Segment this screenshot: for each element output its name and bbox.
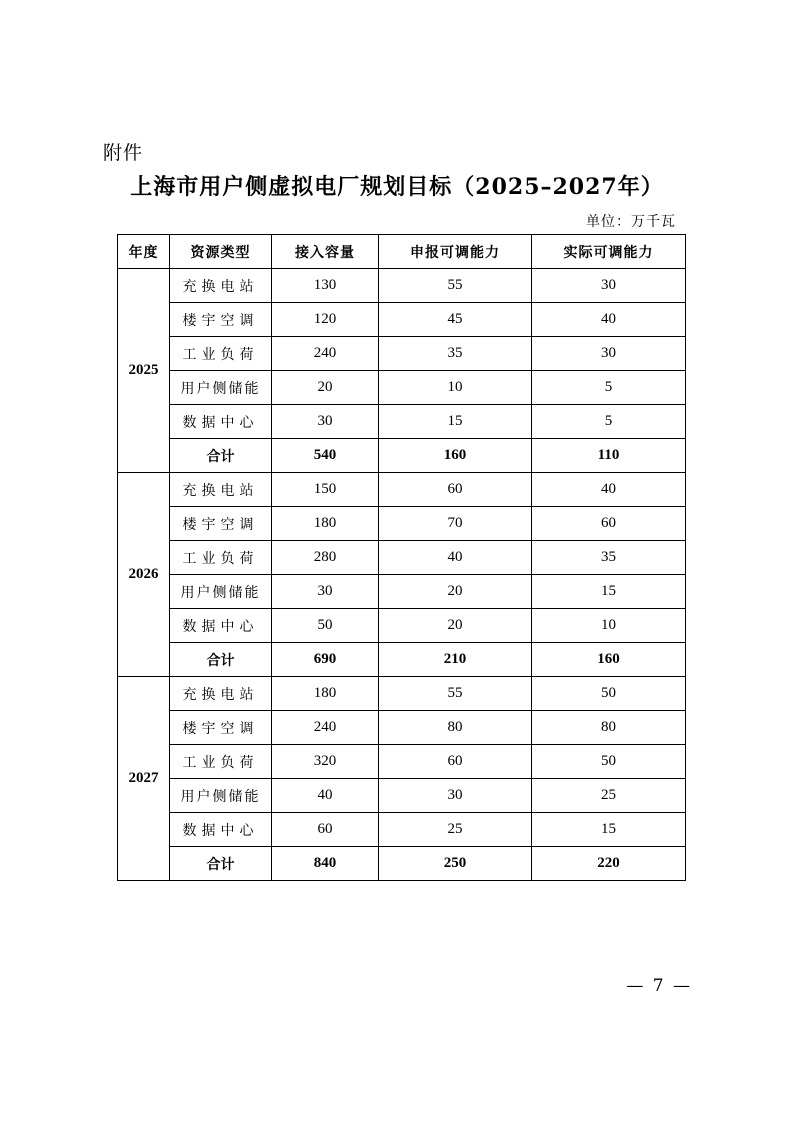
declared-cell: 20 — [379, 575, 532, 609]
actual-cell: 50 — [532, 745, 686, 779]
table-row — [118, 575, 686, 609]
declared-cell: 15 — [379, 405, 532, 439]
table-row — [118, 541, 686, 575]
resource-type-cell: 楼宇空调 — [170, 711, 272, 745]
declared-cell: 40 — [379, 541, 532, 575]
actual-cell: 40 — [532, 303, 686, 337]
document-title: 上海市用户侧虚拟电厂规划目标（2025–2027年） — [130, 174, 664, 200]
column-header-declared: 申报可调能力 — [379, 235, 532, 269]
resource-type-cell: 工业负荷 — [170, 745, 272, 779]
capacity-cell: 180 — [272, 677, 379, 711]
table-row — [118, 371, 686, 405]
capacity-cell: 150 — [272, 473, 379, 507]
actual-cell: 5 — [532, 371, 686, 405]
table-row — [118, 507, 686, 541]
declared-cell: 80 — [379, 711, 532, 745]
total-label-cell: 合计 — [170, 643, 272, 677]
capacity-cell: 240 — [272, 337, 379, 371]
declared-cell: 10 — [379, 371, 532, 405]
capacity-cell: 280 — [272, 541, 379, 575]
resource-type-cell: 楼宇空调 — [170, 303, 272, 337]
actual-cell: 15 — [532, 813, 686, 847]
actual-cell: 25 — [532, 779, 686, 813]
resource-type-cell: 充换电站 — [170, 269, 272, 303]
table-header-row — [118, 235, 686, 269]
table-row — [118, 269, 686, 303]
column-header-year: 年度 — [118, 235, 170, 269]
declared-cell: 20 — [379, 609, 532, 643]
resource-type-cell: 工业负荷 — [170, 337, 272, 371]
table-row — [118, 337, 686, 371]
actual-cell: 60 — [532, 507, 686, 541]
column-header-resource-type: 资源类型 — [170, 235, 272, 269]
capacity-cell: 50 — [272, 609, 379, 643]
total-declared-cell: 250 — [379, 847, 532, 881]
year-cell: 2027 — [118, 677, 170, 881]
resource-type-cell: 楼宇空调 — [170, 507, 272, 541]
resource-type-cell: 数据中心 — [170, 813, 272, 847]
year-cell: 2026 — [118, 473, 170, 677]
capacity-cell: 240 — [272, 711, 379, 745]
actual-cell: 5 — [532, 405, 686, 439]
capacity-cell: 60 — [272, 813, 379, 847]
declared-cell: 60 — [379, 473, 532, 507]
table-row — [118, 473, 686, 507]
column-header-capacity: 接入容量 — [272, 235, 379, 269]
actual-cell: 30 — [532, 269, 686, 303]
table-row — [118, 779, 686, 813]
total-actual-cell: 160 — [532, 643, 686, 677]
actual-cell: 35 — [532, 541, 686, 575]
table-row — [118, 303, 686, 337]
resource-type-cell: 用户侧储能 — [170, 575, 272, 609]
capacity-cell: 320 — [272, 745, 379, 779]
total-declared-cell: 160 — [379, 439, 532, 473]
declared-cell: 55 — [379, 269, 532, 303]
attachment-label: 附件 — [103, 142, 144, 164]
declared-cell: 55 — [379, 677, 532, 711]
actual-cell: 10 — [532, 609, 686, 643]
actual-cell: 40 — [532, 473, 686, 507]
table-row — [118, 745, 686, 779]
resource-type-cell: 用户侧储能 — [170, 779, 272, 813]
declared-cell: 60 — [379, 745, 532, 779]
resource-type-cell: 数据中心 — [170, 609, 272, 643]
total-capacity-cell: 840 — [272, 847, 379, 881]
capacity-cell: 30 — [272, 405, 379, 439]
planning-targets-table — [117, 234, 686, 881]
total-actual-cell: 220 — [532, 847, 686, 881]
total-capacity-cell: 540 — [272, 439, 379, 473]
total-label-cell: 合计 — [170, 847, 272, 881]
column-header-actual: 实际可调能力 — [532, 235, 686, 269]
capacity-cell: 130 — [272, 269, 379, 303]
resource-type-cell: 充换电站 — [170, 677, 272, 711]
capacity-cell: 30 — [272, 575, 379, 609]
actual-cell: 50 — [532, 677, 686, 711]
total-row — [118, 439, 686, 473]
declared-cell: 35 — [379, 337, 532, 371]
total-row — [118, 847, 686, 881]
table-row — [118, 711, 686, 745]
total-row — [118, 643, 686, 677]
resource-type-cell: 工业负荷 — [170, 541, 272, 575]
declared-cell: 70 — [379, 507, 532, 541]
resource-type-cell: 用户侧储能 — [170, 371, 272, 405]
actual-cell: 15 — [532, 575, 686, 609]
actual-cell: 80 — [532, 711, 686, 745]
resource-type-cell: 数据中心 — [170, 405, 272, 439]
declared-cell: 30 — [379, 779, 532, 813]
total-capacity-cell: 690 — [272, 643, 379, 677]
table-row — [118, 405, 686, 439]
page-number: — 7 — — [626, 976, 692, 996]
year-cell: 2025 — [118, 269, 170, 473]
total-label-cell: 合计 — [170, 439, 272, 473]
declared-cell: 25 — [379, 813, 532, 847]
capacity-cell: 180 — [272, 507, 379, 541]
resource-type-cell: 充换电站 — [170, 473, 272, 507]
declared-cell: 45 — [379, 303, 532, 337]
total-declared-cell: 210 — [379, 643, 532, 677]
table-row — [118, 609, 686, 643]
actual-cell: 30 — [532, 337, 686, 371]
table-row — [118, 813, 686, 847]
capacity-cell: 120 — [272, 303, 379, 337]
capacity-cell: 40 — [272, 779, 379, 813]
table-row — [118, 677, 686, 711]
capacity-cell: 20 — [272, 371, 379, 405]
total-actual-cell: 110 — [532, 439, 686, 473]
unit-note: 单位：万千瓦 — [586, 214, 676, 230]
